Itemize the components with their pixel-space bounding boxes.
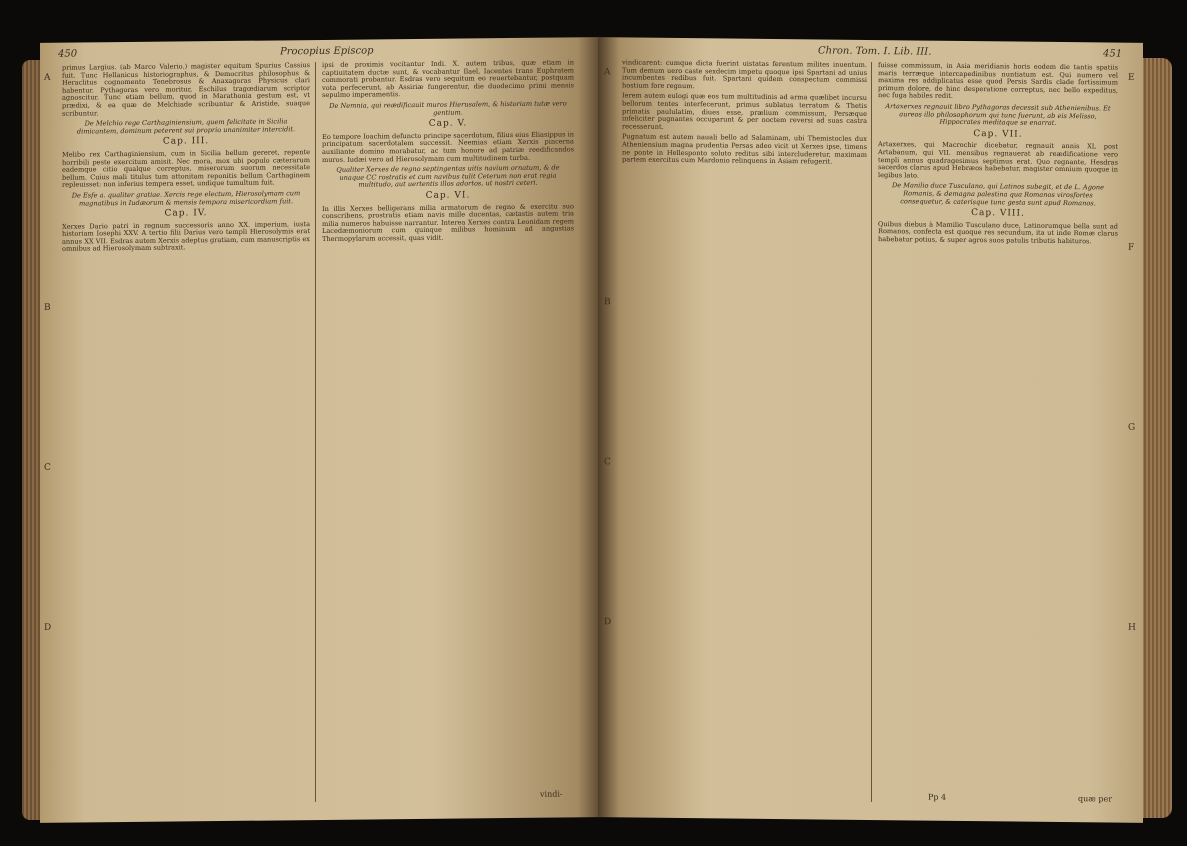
left-col1-chapter-heading-2: Cap. IV. (164, 208, 208, 219)
margin-letter-c: C (44, 462, 51, 473)
left-col1-text-top: primus Largius. (ab Marco Valerio.) magister equitum Spurius Cassius fuit. Tunc Hellanicus historiographus, & Democritus philosophus & Heraclitus cognomento Tenebrosus & Anaxagoras Physicus clari habentur. Pythagoras vero moritur, Eschilus tragœdiarum scriptor agnoscitur. Tunc etiam bellum, quod in Marathonia gestum est, vt prædixi, & ea quæ de Melchiade scribuntur & Aristide, suaque scribuntur. (62, 61, 310, 118)
left-col1-text-bottom: Xerxes Dario patri in regnum successoris anno XX. imperium, iusta historiam Iosephi XXV. A tertio filii Darius vero templi Hierosolymis erat annus XX VII. Esdras autem Xerxis adeptus gratiam, cum manuscriptis ex omnibus ad Hierosolymam subtraxit. (62, 219, 310, 254)
left-col1-chapter-heading-1: Cap. III. (162, 136, 210, 147)
right-col1-text-bottom: Pugnatum est autem nauali bello ad Salaminam, ubi Themistocles dux Atheniensium magna prudentia Persas adeo vicit ut Xerxes ipse, timens ne ponte in Hellesponto soluto reditus sibi intercluderetur, maximam partem exercitus cum Mardonio relinquens in Asiam refugerit. (622, 132, 867, 166)
right-catch-word: quæ per (1078, 794, 1113, 804)
right-col2-text-mid: Artaxerxes, qui Macrochir dicebatur, regnauit annis XL post Artabanum, qui VII. mensibus regnauerat ab reædificatione vero templi annus quadragesimus septimus erat. Quo regnante, Hesdras sacerdos clarus apud Hebræos habebatur, magister omnium quoque in legibus lato. (878, 140, 1118, 180)
left-col2-summary-1: De Nemnia, qui reædificauit muros Hierusalem, & historiam tutæ vero gentium. (329, 99, 567, 117)
right-signature-mark: Pp 4 (928, 792, 947, 802)
right-col2-text-top: fuisse commissum, in Asia meridianis horis eodem die tantis spatiis maris terræque intercapedinibus nuntiatum est. Qui numero vel maxima res addiplicatus esse quod Persis Sardis clade fortissimum primum dolore, de hinc desperatione correptus, nec bello expeditus, nec fuga habiles redit. (878, 61, 1118, 101)
right-margin-letter-h: H (1128, 622, 1136, 633)
left-col1-summary-2: De Esfe a. qualiter gratiae. Xercis rege electum, Hierosolymam cum magnatibus in Iudæorum & mensis tempora misericordiam fuit. (71, 189, 301, 208)
right-col2-summary-2: De Manilio duce Tusculano, qui Latinos subegit, et de L. Agone Romanis, & demagna palestina qua Romanos virosfortes consequetur, & caterisque tunc gesta sunt apud Romanos. (891, 181, 1105, 207)
right-col2-summary-1: Artaxerxes regnauit libro Pythagoras decessit sub Athenienibus. Et aureos illo philosophorum qui tunc fuerunt, ab eis Melisso, Hippocrates meditaque se enarrat. (885, 102, 1111, 128)
right-margin-letter-b-left: B (604, 297, 611, 308)
right-margin-letter-a-left: A (604, 67, 611, 78)
right-col1-text-mid: Ierem autem eulogi quæ eos tum multitudinis ad arma quælibet incursu bellorum tentes interfecerunt, primus sublatus terratum & Thetis primatis paululatim, diues esse, prælium commissum, Persæque infeliciter pugnantes occuparunt & per noctem reversi ad suas castra recesserunt. (622, 91, 867, 131)
right-margin-letter-f: F (1128, 242, 1135, 253)
left-col2-chapter-heading-2: Cap. VI. (425, 190, 471, 201)
margin-letter-d: D (44, 622, 52, 633)
right-column-1 (622, 59, 867, 169)
left-column-rule (315, 62, 316, 802)
right-page (598, 37, 1143, 823)
right-running-title: Chron. Tom. I. Lib. III. (818, 45, 932, 58)
right-col2-chapter-heading-2: Cap. VIII. (971, 208, 1025, 219)
left-column-2 (322, 59, 574, 246)
left-page (40, 37, 600, 823)
right-col1-text-top: vindicarent: cumque dicta fuerint uistatas ferentum milites inuentum. Tum demum uero caste sexdecim impetu quoque ipsi Spartani ad unius incumbentes redibus fuit. Spartani quidem conspectum commissi hostium fore regnum. (622, 58, 867, 90)
left-column-1 (62, 62, 310, 257)
left-col2-chapter-heading-1: Cap. V. (428, 118, 468, 130)
left-col2-text-bottom: In illis Xerxes belligerans milia armatorum de regno & exercitu suo conscribens, prostratis etiam navis mille ducentas, cætastis autem tria milia numeros habuisse narrantur. Interea Xerxes contra Leonidam regem Lacedæmoniorum cum quinque milibus hominum ad angustias Thermopylarum accessit, quas vidit. (322, 201, 574, 243)
right-margin-letter-e: E (1128, 72, 1135, 83)
left-catch-word: vindi- (540, 789, 563, 799)
right-margin-letter-c-left: C (604, 457, 611, 468)
right-column-2 (878, 62, 1118, 249)
left-running-title: Procopius Episcop (280, 45, 374, 58)
right-margin-letter-g: G (1128, 422, 1136, 433)
left-col2-text-top: ipsi de proximis vocitantur Indi. X. autem tribus, quæ etiam in captiuitatem ductæ sunt, & vocabantur Ilael, Iacentes trans Euphratem commorati probantur. Esdras vero sequitum eo reuertebantur, postquam vota perfecerunt, ab Assiriæ fungerentur, die duodecimo primi mensis sepulmo imperamentis. (322, 58, 574, 100)
right-column-rule (871, 62, 872, 802)
left-col2-summary-2: Qualiter Xerxes de regno septingentas uitis navium ornatum, & de unaque CC rostratis et cum navibus tulit Ceterum non erat regia multitudo, aut uertentis illos adortos, ut nostri ceteri. (336, 163, 560, 189)
left-col1-summary-1: De Melchio rege Carthaginiensium, quem felicitate in Sicilia dimicantem, dominum peterent sui proprio unanimiter intercidit. (76, 117, 296, 136)
right-col2-chapter-heading-1: Cap. VII. (973, 128, 1023, 140)
left-col2-text-mid: Eo tempore Ioachim defuncto principe sacerdotum, filius eius Eliasippus in principatum sacerdotalem successit. Neemias etiam Xerxis pincerna auxiliante domino morabatur, ac tum honore ad patriæ reedificandos muros. Iudæi vero ad Hierosolymam cum multitudinem turba. (322, 130, 574, 164)
left-col1-text-mid: Melibo rex Carthaginiensium, cum in Sicilia bellum gereret, repente horribili peste exercitum amisit. Nec mora, mox ubi populo cæterarum eademque citio qualque correptus, miserorum suorum necessitate bellum. Cuius mali titulus tum attonitam reponitis bellum Carthaginem repleuisset: non inferius tempera esset, undique tumultum fuit. (62, 148, 310, 190)
left-page-number: 450 (58, 48, 78, 60)
right-page-number: 451 (1103, 48, 1123, 60)
margin-letter-a: A (44, 72, 51, 83)
right-margin-letter-d-left: D (604, 617, 612, 628)
right-col2-text-bottom: Quibus diebus à Mamilio Tusculano duce, Latinorumque bella sunt ad Romanos, confecta est quoque res secundum, ita ut inde Romæ clarus habebatur potius, & super agros suos patulis tributis habituros. (878, 219, 1118, 246)
margin-letter-b: B (44, 302, 51, 313)
